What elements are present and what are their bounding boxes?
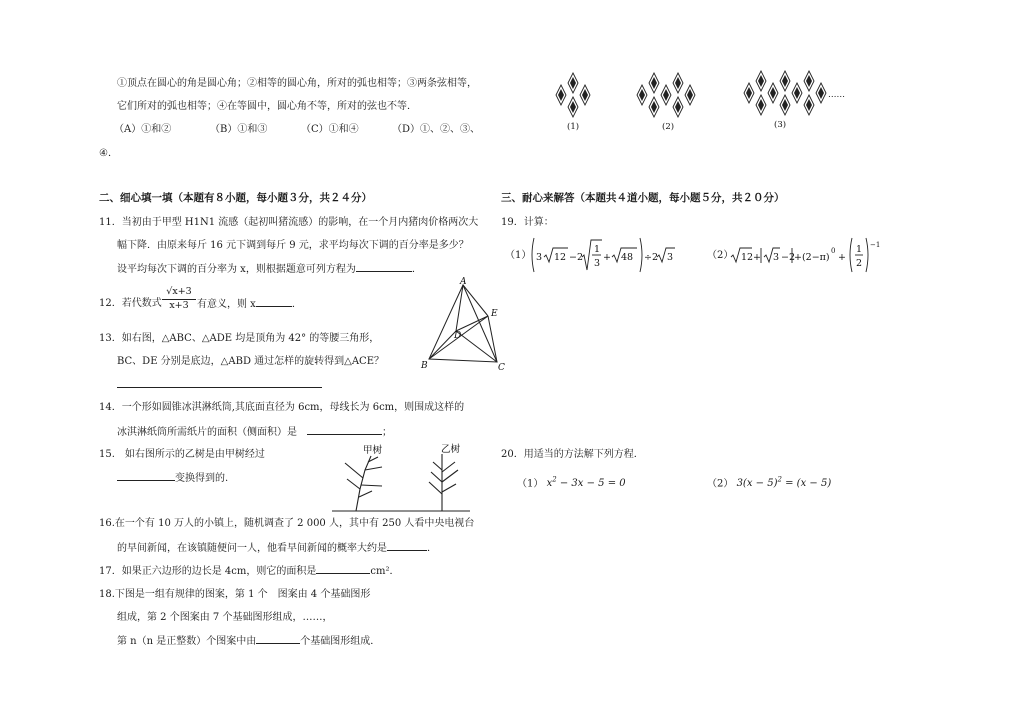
tree-yi [429, 454, 458, 511]
q15-answer-blank[interactable] [117, 471, 175, 481]
q16-line2 [117, 541, 437, 555]
q13-triangle-figure [418, 276, 518, 374]
q14-answer-blank[interactable] [307, 425, 382, 435]
tree-jia [345, 456, 382, 511]
q10-option-a: （A）①和② [114, 124, 172, 135]
section2-heading: 二、细心填一填（本题有８小题，每小题３分，共２４分） [99, 192, 372, 204]
q20-part1-equation: $x^2 - 3x - 5 = 0$ [546, 476, 626, 490]
q12-post [197, 297, 302, 311]
q10-option-c: （C）①和④ [301, 124, 359, 135]
q18-line2: 组成，第 2 个图案由 7 个基础图形组成，……， [117, 612, 333, 623]
q10-option-b: （B）①和③ [210, 124, 268, 135]
svg-text:1: 1 [856, 244, 863, 255]
q20-part2 [707, 474, 831, 490]
q19-part2-label: （2） [707, 250, 734, 261]
vertex-label-a: A [460, 277, 467, 287]
q16-line2-text: 的早间新闻，在该镇随便问一人，他看早间新闻的概率大约是 [117, 543, 387, 554]
vertex-label-b: B [421, 361, 428, 371]
vertex-label-d: D [454, 331, 462, 341]
tree-yi-label: 乙树 [441, 444, 461, 455]
q16-end: ． [427, 543, 437, 554]
q17-text: 17．如果正六边形的边长是 4cm，则它的面积是 [99, 566, 317, 577]
q10-line1: ①顶点在圆心的角是圆心角；②相等的圆心角，所对的弧也相等；③两条弦相等， [117, 78, 477, 89]
q12-denominator: x+3 [169, 300, 189, 311]
q12-fraction [162, 286, 196, 312]
vertex-label-e: E [491, 309, 498, 319]
q14-line2 [117, 425, 392, 439]
q11-line2: 幅下降．由原来每斤 16 元下调到每斤 9 元，求平均每次下调的百分率是多少？ [117, 240, 469, 251]
q20-part1-label: （1） [517, 478, 544, 490]
pattern-3 [744, 71, 826, 115]
svg-text:÷2: ÷2 [644, 252, 659, 263]
pattern-3-label: (3) [774, 120, 787, 130]
q17-answer-blank[interactable] [316, 564, 370, 574]
q11-answer-blank[interactable] [356, 262, 412, 272]
svg-text:3: 3 [536, 252, 543, 263]
svg-text:+: + [753, 252, 761, 263]
svg-text:1: 1 [594, 244, 601, 255]
q10-line2: 它们所对的弧也相等；④在等圆中，圆心角不等，所对的弦也不等． [117, 101, 417, 112]
svg-text:12: 12 [554, 252, 567, 263]
q12-post-text: 有意义，则 x [197, 299, 256, 310]
q18-line3-end: 个基础图形组成． [300, 636, 381, 647]
q14-line2-text: 冰淇淋纸筒所需纸片的面积（侧面积）是 [117, 427, 297, 438]
q12-pre: 12．若代数式 [99, 298, 162, 309]
q11-line1: 11．当初由于甲型 H1N1 流感（起初叫猪流感）的影响，在一个月内猪肉价格两次大 [99, 217, 479, 228]
q17-line [99, 564, 399, 578]
q11-line3-end: ． [411, 264, 422, 275]
q18-patterns-figure [548, 70, 858, 136]
vertex-label-c: C [498, 363, 505, 373]
q16-line1: 16.在一个有 10 万人的小镇上，随机调查了 2 000 人，其中有 250 人看中央电视台 [99, 518, 475, 529]
svg-text:+(2−π): +(2−π) [794, 252, 830, 263]
pattern-2-label: (2) [662, 122, 675, 132]
pattern-1 [556, 73, 590, 117]
svg-text:0: 0 [831, 247, 836, 255]
svg-text:+: + [838, 252, 846, 263]
q18-line1: 18.下图是一组有规律的图案，第 1 个 图案由 4 个基础图形 [99, 589, 371, 600]
q11-line3 [117, 262, 422, 276]
q20-part1 [517, 474, 626, 490]
svg-text:−2: −2 [781, 252, 796, 263]
q15-line2 [117, 471, 228, 485]
q20-title: 20．用适当的方法解下列方程． [501, 449, 644, 460]
q12-answer-blank[interactable] [256, 297, 292, 307]
q14-line1: 14．一个形如圆锥冰淇淋纸筒,其底面直径为 6cm，母线长为 6cm，则围成这样的 [99, 402, 465, 413]
q20-part2-equation: $3(x - 5)^2 = (x - 5)$ [736, 476, 832, 490]
q17-unit: cm²． [370, 566, 400, 577]
q13-answer-line[interactable] [117, 387, 322, 388]
q10-option-d: （D）①、②、③、 [392, 124, 481, 135]
triangle-abc [429, 285, 497, 362]
q19-title: 19．计算： [501, 217, 554, 228]
q19-part2-expression [730, 235, 890, 275]
svg-text:2: 2 [856, 258, 863, 269]
q19-part1-label: （1） [505, 250, 532, 261]
svg-text:12: 12 [741, 252, 754, 263]
svg-text:+: + [603, 252, 611, 263]
q15-trees-figure [330, 442, 480, 526]
q15-line2-text: 变换得到的. [175, 473, 229, 484]
svg-text:−2: −2 [569, 252, 584, 263]
svg-text:3: 3 [594, 258, 601, 269]
pattern-1-label: (1) [567, 122, 580, 132]
q14-end: ； [382, 427, 392, 438]
q18-line3 [117, 634, 380, 648]
q20-part2-label: （2） [707, 478, 734, 490]
svg-text:3: 3 [773, 252, 780, 263]
svg-text:48: 48 [621, 252, 634, 263]
q18-answer-blank[interactable] [256, 634, 300, 644]
svg-text:3: 3 [667, 252, 674, 263]
svg-text:−1: −1 [870, 241, 881, 249]
section3-heading: 三、耐心来解答（本题共４道小题，每小题５分，共２０分） [501, 192, 785, 204]
q12-end: ． [291, 299, 302, 310]
q19-part1-expression [530, 235, 680, 275]
pattern-ellipsis: …… [828, 90, 845, 100]
q13-line1: 13．如右图，△ABC、△ADE 均是顶角为 42° 的等腰三角形， [99, 333, 380, 344]
tree-jia-label: 甲树 [363, 445, 383, 456]
q12-numerator: √x+3 [162, 286, 196, 300]
q15-line1: 15. 如右图所示的乙树是由甲树经过 [99, 449, 265, 460]
q11-line3-text: 设平均每次下调的百分率为 x，则根据题意可列方程为 [117, 264, 356, 275]
q10-option-d-cont: ④． [99, 148, 118, 159]
q16-answer-blank[interactable] [387, 541, 427, 551]
q13-line2: BC、DE 分别是底边，△ABD 通过怎样的旋转得到△ACE？ [117, 356, 385, 367]
q18-line3-text: 第 n（n 是正整数）个图案中由 [117, 636, 257, 647]
pattern-2 [637, 73, 695, 117]
